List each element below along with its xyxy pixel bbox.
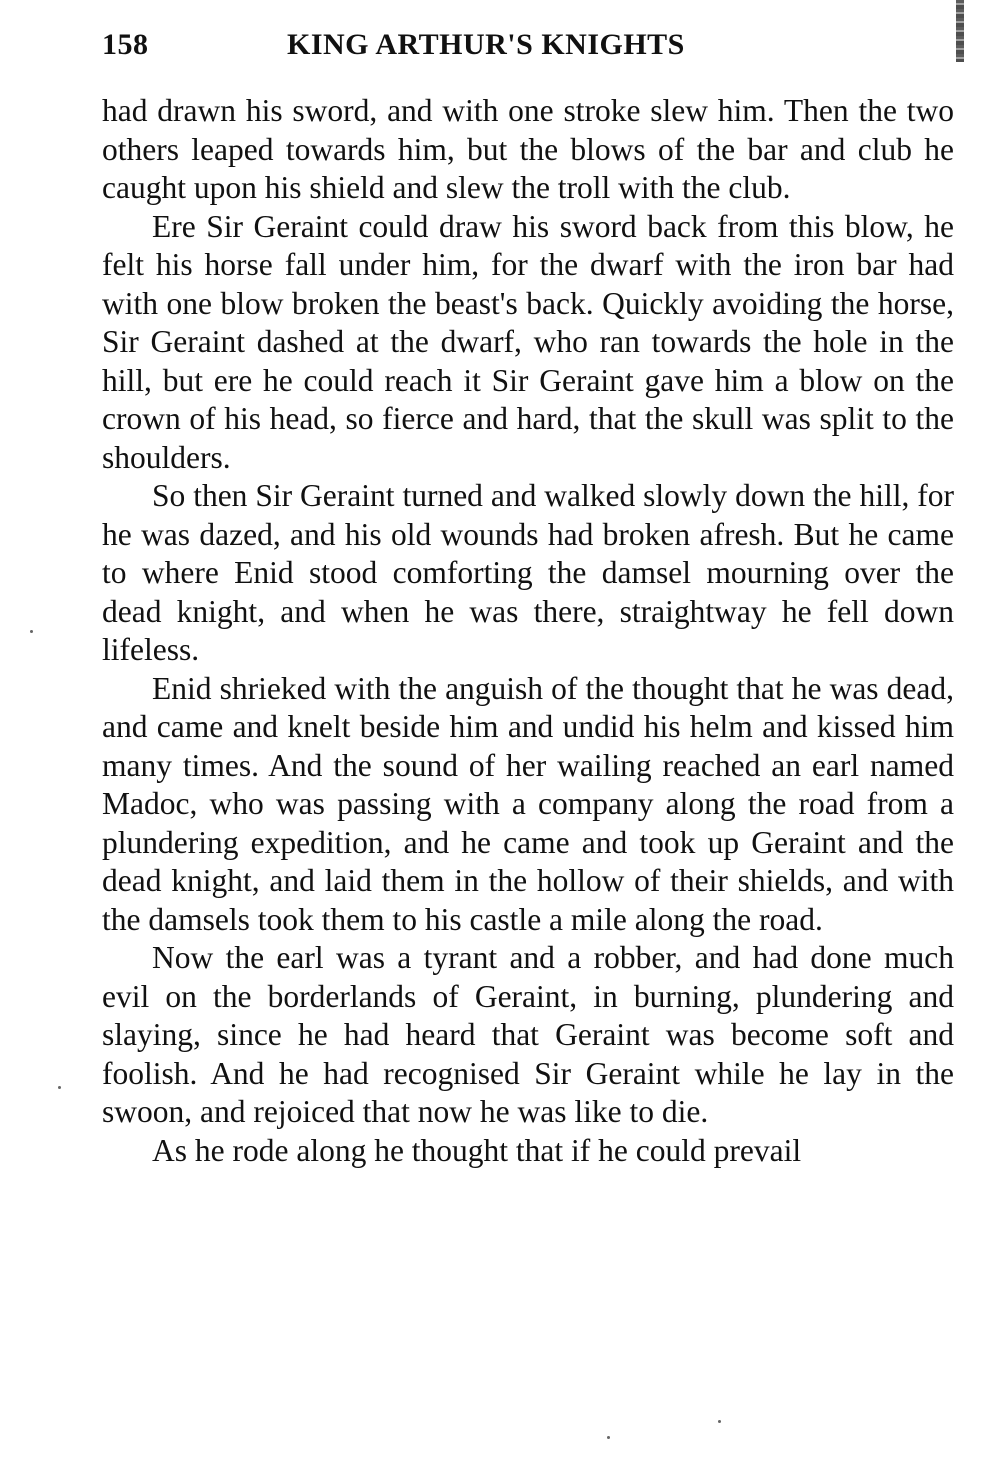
scan-speck: [30, 630, 33, 633]
page-header: [102, 28, 954, 72]
scan-speck: [718, 1420, 721, 1423]
paragraph: So then Sir Geraint turned and walked slowly down the hill, for he was dazed, and his old wounds had broken afresh. But he came to where Enid stood comforting the damsel mourning over the dead knight, and when he was there, straightway he fell down lifeless.: [102, 478, 954, 667]
page-number: 158: [102, 28, 149, 61]
scan-speck: [58, 1086, 61, 1089]
running-title: KING ARTHUR'S KNIGHTS: [287, 28, 685, 61]
scan-edge-mark: [956, 0, 964, 62]
paragraph: had drawn his sword, and with one stroke slew him. Then the two others leaped towards him, but the blows of the bar and club he caught upon his shield and slew the troll with the club.: [102, 93, 954, 205]
paragraph: Enid shrieked with the anguish of the thought that he was dead, and came and knelt beside him and undid his helm and kissed him many times. And the sound of her wailing reached an earl named Madoc, who was passing with a company along the road from a plundering expedition, and he came and took up Geraint and the dead knight, and laid them in the hollow of their shields, and with the damsels took them to his castle a mile along the road.: [102, 670, 954, 937]
paragraph: Now the earl was a tyrant and a robber, and had done much evil on the borderlands of Geraint, in burning, plundering and slaying, since he had heard that Geraint was become soft and foolish. And he had recognised Sir Geraint while he lay in the swoon, and rejoiced that now he was like to die.: [102, 940, 954, 1129]
scan-speck: [607, 1436, 610, 1439]
paragraph: As he rode along he thought that if he could prevail: [152, 1132, 802, 1168]
body-text: [102, 92, 954, 1170]
book-page: [102, 0, 954, 1471]
paragraph: Ere Sir Geraint could draw his sword back from this blow, he felt his horse fall under him, for the dwarf with the iron bar had with one blow broken the beast's back. Quickly avoiding the horse, Sir Geraint dashed at the dwarf, who ran towards the hole in the hill, but ere he could reach it Sir Geraint gave him a blow on the crown of his head, so fierce and hard, that the skull was split to the shoulders.: [102, 208, 954, 475]
